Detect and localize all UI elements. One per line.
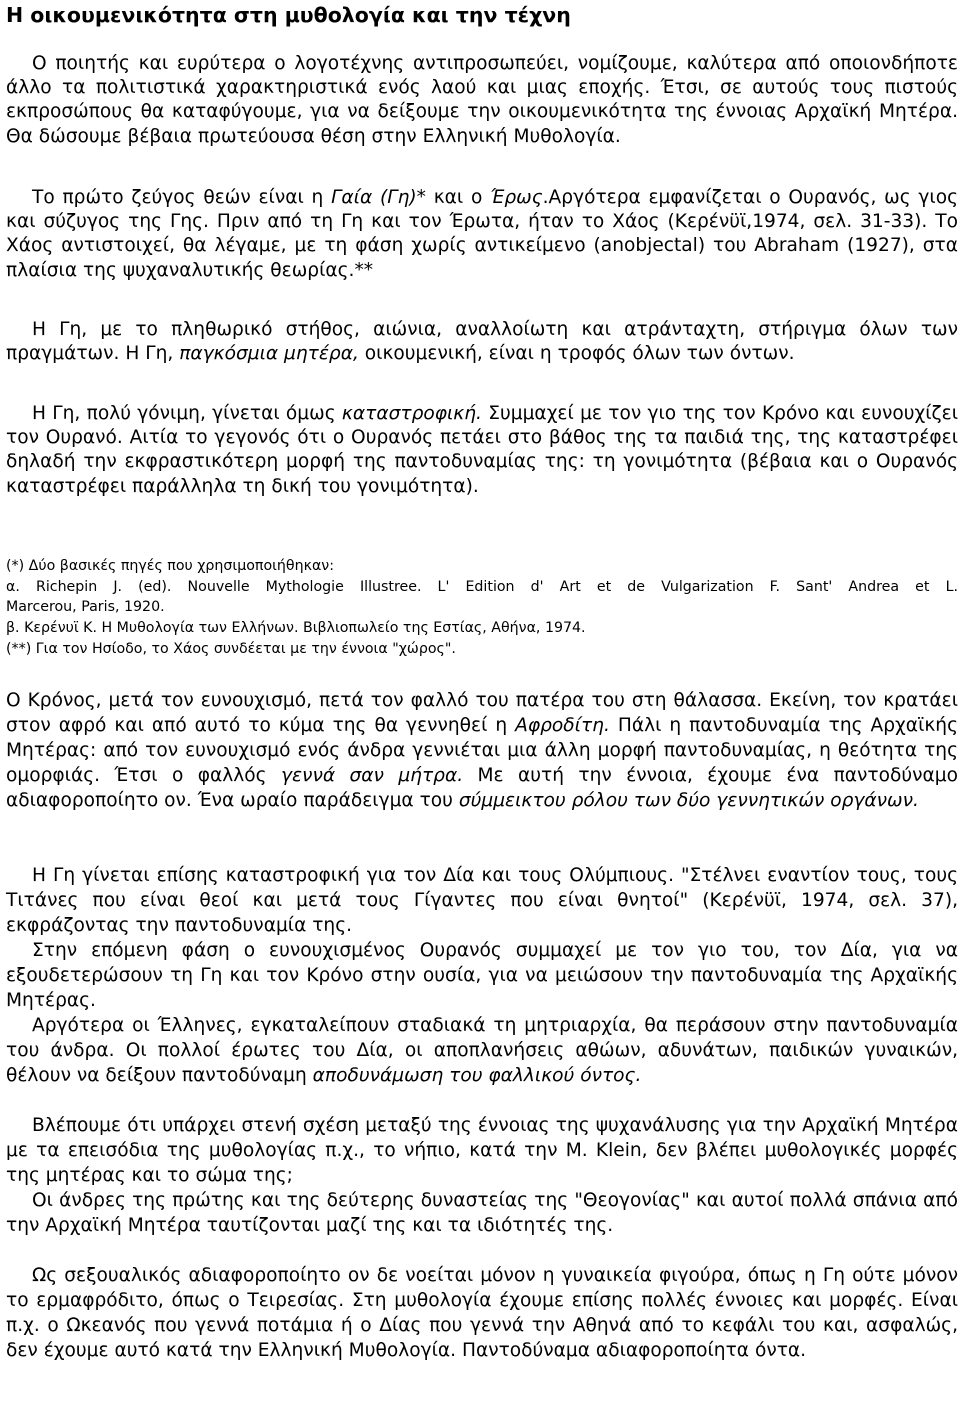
intro-p4-text-b: Συμμαχεί με τον γιο της τον Κρόνο και ευνουχίζει τον Ουρανό. Αιτία το γεγονός ότι ο Ουρανός πετάει στο βάθος της τα παιδιά της, της καταστρέφει δηλαδή την εκφραστικότερη μορφή της παντοδυναμίας της: τη γονιμότητα (βέβαια και ο Ουρανός καταστρέφει παράλληλα τη δική του γονιμότητα). <box>6 403 958 497</box>
body-p9-text: Βλέπουμε ότι υπάρχει στενή σχέση μεταξύ της έννοιας της ψυχανάλυσης για την Αρχαϊκή Μητέρα με τα επεισόδια της μυθολογίας π.χ., το νήπιο, κατά την Μ. Klein, δεν βλέπει μυθολογικές μορφές της μητέρας και το σώμα της; <box>6 1115 958 1187</box>
intro-p3-text-b: οικουμενική, είναι η τροφός όλων των όντων. <box>358 343 795 365</box>
footnote-3: β. Κερένυϊ Κ. Η Μυθολογία των Ελλήνων. Βιβλιοπωλείο της Εστίας, Αθήνα, 1974. <box>6 620 586 637</box>
intro-p2-text-c: .Αργότερα εμφανίζεται ο Ουρανός, ως γιος και σύζυγος της Γης. Πριν από τη Γη και τον Έρωτα, ήταν το Χάος (Κερένϋϊ,1974, σελ. 31-33). Το Χάος αντιστοιχεί, θα λέγαμε, με τη φάση χωρίς αντικείμενο (anobjectal) του Abraham (1927), στα πλαίσια της ψυχαναλυτικής θεωρίας.** <box>6 187 958 281</box>
intro-p4-text-a: Η Γη, πολύ γόνιμη, γίνεται όμως <box>32 403 342 424</box>
body-p5-text-c: Με αυτή την έννοια, έχουμε ένα παντοδύναμο αδιαφοροποίητο ον. Ένα ωραίο παράδειγμα του <box>6 765 958 812</box>
body-p5-text-b: Πάλι η παντοδυναμία της Αρχαϊκής Μητέρας: από τον ευνουχισμό ενός άνδρα γεννιέται μια άλλη μορφή παντοδυναμίας, η θεότητα της ομορφιάς. Έτσι ο φαλλός <box>6 715 959 787</box>
body-paragraph-6 <box>6 863 958 938</box>
intro-p2-eros: Έρως <box>490 187 543 208</box>
intro-paragraph-2 <box>6 186 958 283</box>
footnote-2-cont: Marcerou, Paris, 1920. <box>6 599 165 616</box>
body-p7-text: Στην επόμενη φάση ο ευνουχισμένος Ουρανός συμμαχεί με τον γιο του, τον Δία, για να εξουδετερώσουν τη Γη και τον Κρόνο στην ουσία, για να μειώσουν την παντοδυναμία της Αρχαϊκής Μητέρας. <box>6 940 958 1012</box>
intro-p2-gaia: Γαία (Γη)* <box>331 187 426 208</box>
intro-p3-italic: παγκόσμια μητέρα, <box>179 343 359 365</box>
intro-paragraph-4 <box>6 402 958 499</box>
body-p5-aphrodite: Αφροδίτη. <box>515 715 610 737</box>
intro-paragraph-3 <box>6 318 958 366</box>
body-paragraph-8 <box>6 1013 958 1088</box>
footnotes <box>6 556 958 660</box>
body-p11-text: Ως σεξουαλικός αδιαφοροποίητο ον δε νοείται μόνον η γυναικεία φιγούρα, όπως η Γη ούτε μόνον το ερμαφρόδιτο, όπως ο Τειρεσίας. Στη μυθολογία έχουμε επίσης πολλές έννοιες και μορφές. Είναι π.χ. ο Ωκεανός που γεννά ποτάμια ή ο Δίας που γεννά την Αθηνά από το κεφάλι του και, ασφαλώς, δεν έχουμε αυτό κατά την Ελληνική Μυθολογία. Παντοδύναμα αδιαφοροποίητα όντα. <box>6 1265 958 1362</box>
intro-p4-italic: καταστροφική. <box>341 403 482 424</box>
intro-paragraph-1 <box>6 52 958 149</box>
body-p8-text-a: Αργότερα οι Έλληνες, εγκαταλείπουν σταδιακά τη μητριαρχία, θα περάσουν στην παντοδυναμία του άνδρα. Οι πολλοί έρωτες του Δία, οι αποπλανήσεις αθώων, αδυνάτων, παιδικών γυναικών, θέλουν να δείξουν παντοδύναμη <box>6 1015 958 1087</box>
body-p6-text: Η Γη γίνεται επίσης καταστροφική για τον Δία και τους Ολύμπιους. "Στέλνει εναντίον τους, τους Τιτάνες που είναι θεοί και μετά τους Γίγαντες που είναι θνητοί" (Κερένϋϊ, 1974, σελ. 37), εκφράζοντας την παντοδυναμία της. <box>6 865 958 937</box>
body-p10-text: Οι άνδρες της πρώτης και της δεύτερης δυναστείας της "Θεογονίας" και αυτοί πολλά σπάνια από την Αρχαϊκή Μητέρα ταυτίζονται μαζί της και τα ιδιότητές της. <box>6 1190 958 1237</box>
intro-p2-text-b: και ο <box>425 187 491 208</box>
body-paragraph-7 <box>6 938 958 1013</box>
intro-p3-text-a: Η Γη, με το πληθωρικό στήθος, αιώνια, αναλλοίωτη και ατράνταχτη, στήριγμα όλων των πραγμάτων. Η Γη, <box>6 319 958 365</box>
body-p5-text-a: Ο Κρόνος, μετά τον ευνουχισμό, πετά τον φαλλό του πατέρα του στη θάλασσα. Εκείνη, τον κρατάει στον αφρό και από αυτό το κύμα της θα γεννηθεί η <box>6 690 958 737</box>
body-p8-italic: αποδυνάμωση του φαλλικού όντος. <box>312 1065 642 1087</box>
body-paragraph-10 <box>6 1188 958 1238</box>
document-title: Η οικουμενικότητα στη μυθολογία και την τέχνη <box>6 3 571 27</box>
footnote-1: (*) Δύο βασικές πηγές που χρησιμοποιήθηκαν: <box>6 558 335 574</box>
body-paragraph-11 <box>6 1263 958 1363</box>
body-paragraph-9 <box>6 1113 958 1188</box>
body-paragraph-5 <box>6 688 958 813</box>
intro-paragraph-1-text: Ο ποιητής και ευρύτερα ο λογοτέχνης αντιπροσωπεύει, νομίζουμε, καλύτερα από οποιονδήποτε άλλο τα πολιτιστικά χαρακτηριστικά ενός λαού και μιας εποχής. Έτσι, σε αυτούς τους πιστούς εκπροσώπους θα καταφύγουμε, για να δείξουμε την οικουμενικότητα της έννοιας Αρχαϊκή Μητέρα. Θα δώσουμε βέβαια πρωτεύουσα θέση στην Ελληνική Μυθολογία. <box>6 53 958 147</box>
footnote-4: (**) Για τον Ησίοδο, το Χάος συνδέεται με την έννοια "χώρος". <box>6 640 456 657</box>
body-p5-italic-1: γεννά σαν μήτρα. <box>281 765 464 787</box>
footnote-2: α. Richepin J. (ed). Nouvelle Mythologie Illustree. L' Edition d' Art et de Vulgarization F. Sant' Andrea et L. <box>6 578 958 595</box>
body-p5-italic-2: σύμμεικτου ρόλου των δύο γεννητικών οργάνων. <box>458 790 919 812</box>
intro-p2-text-a: Το πρώτο ζεύγος θεών είναι η <box>32 187 332 208</box>
